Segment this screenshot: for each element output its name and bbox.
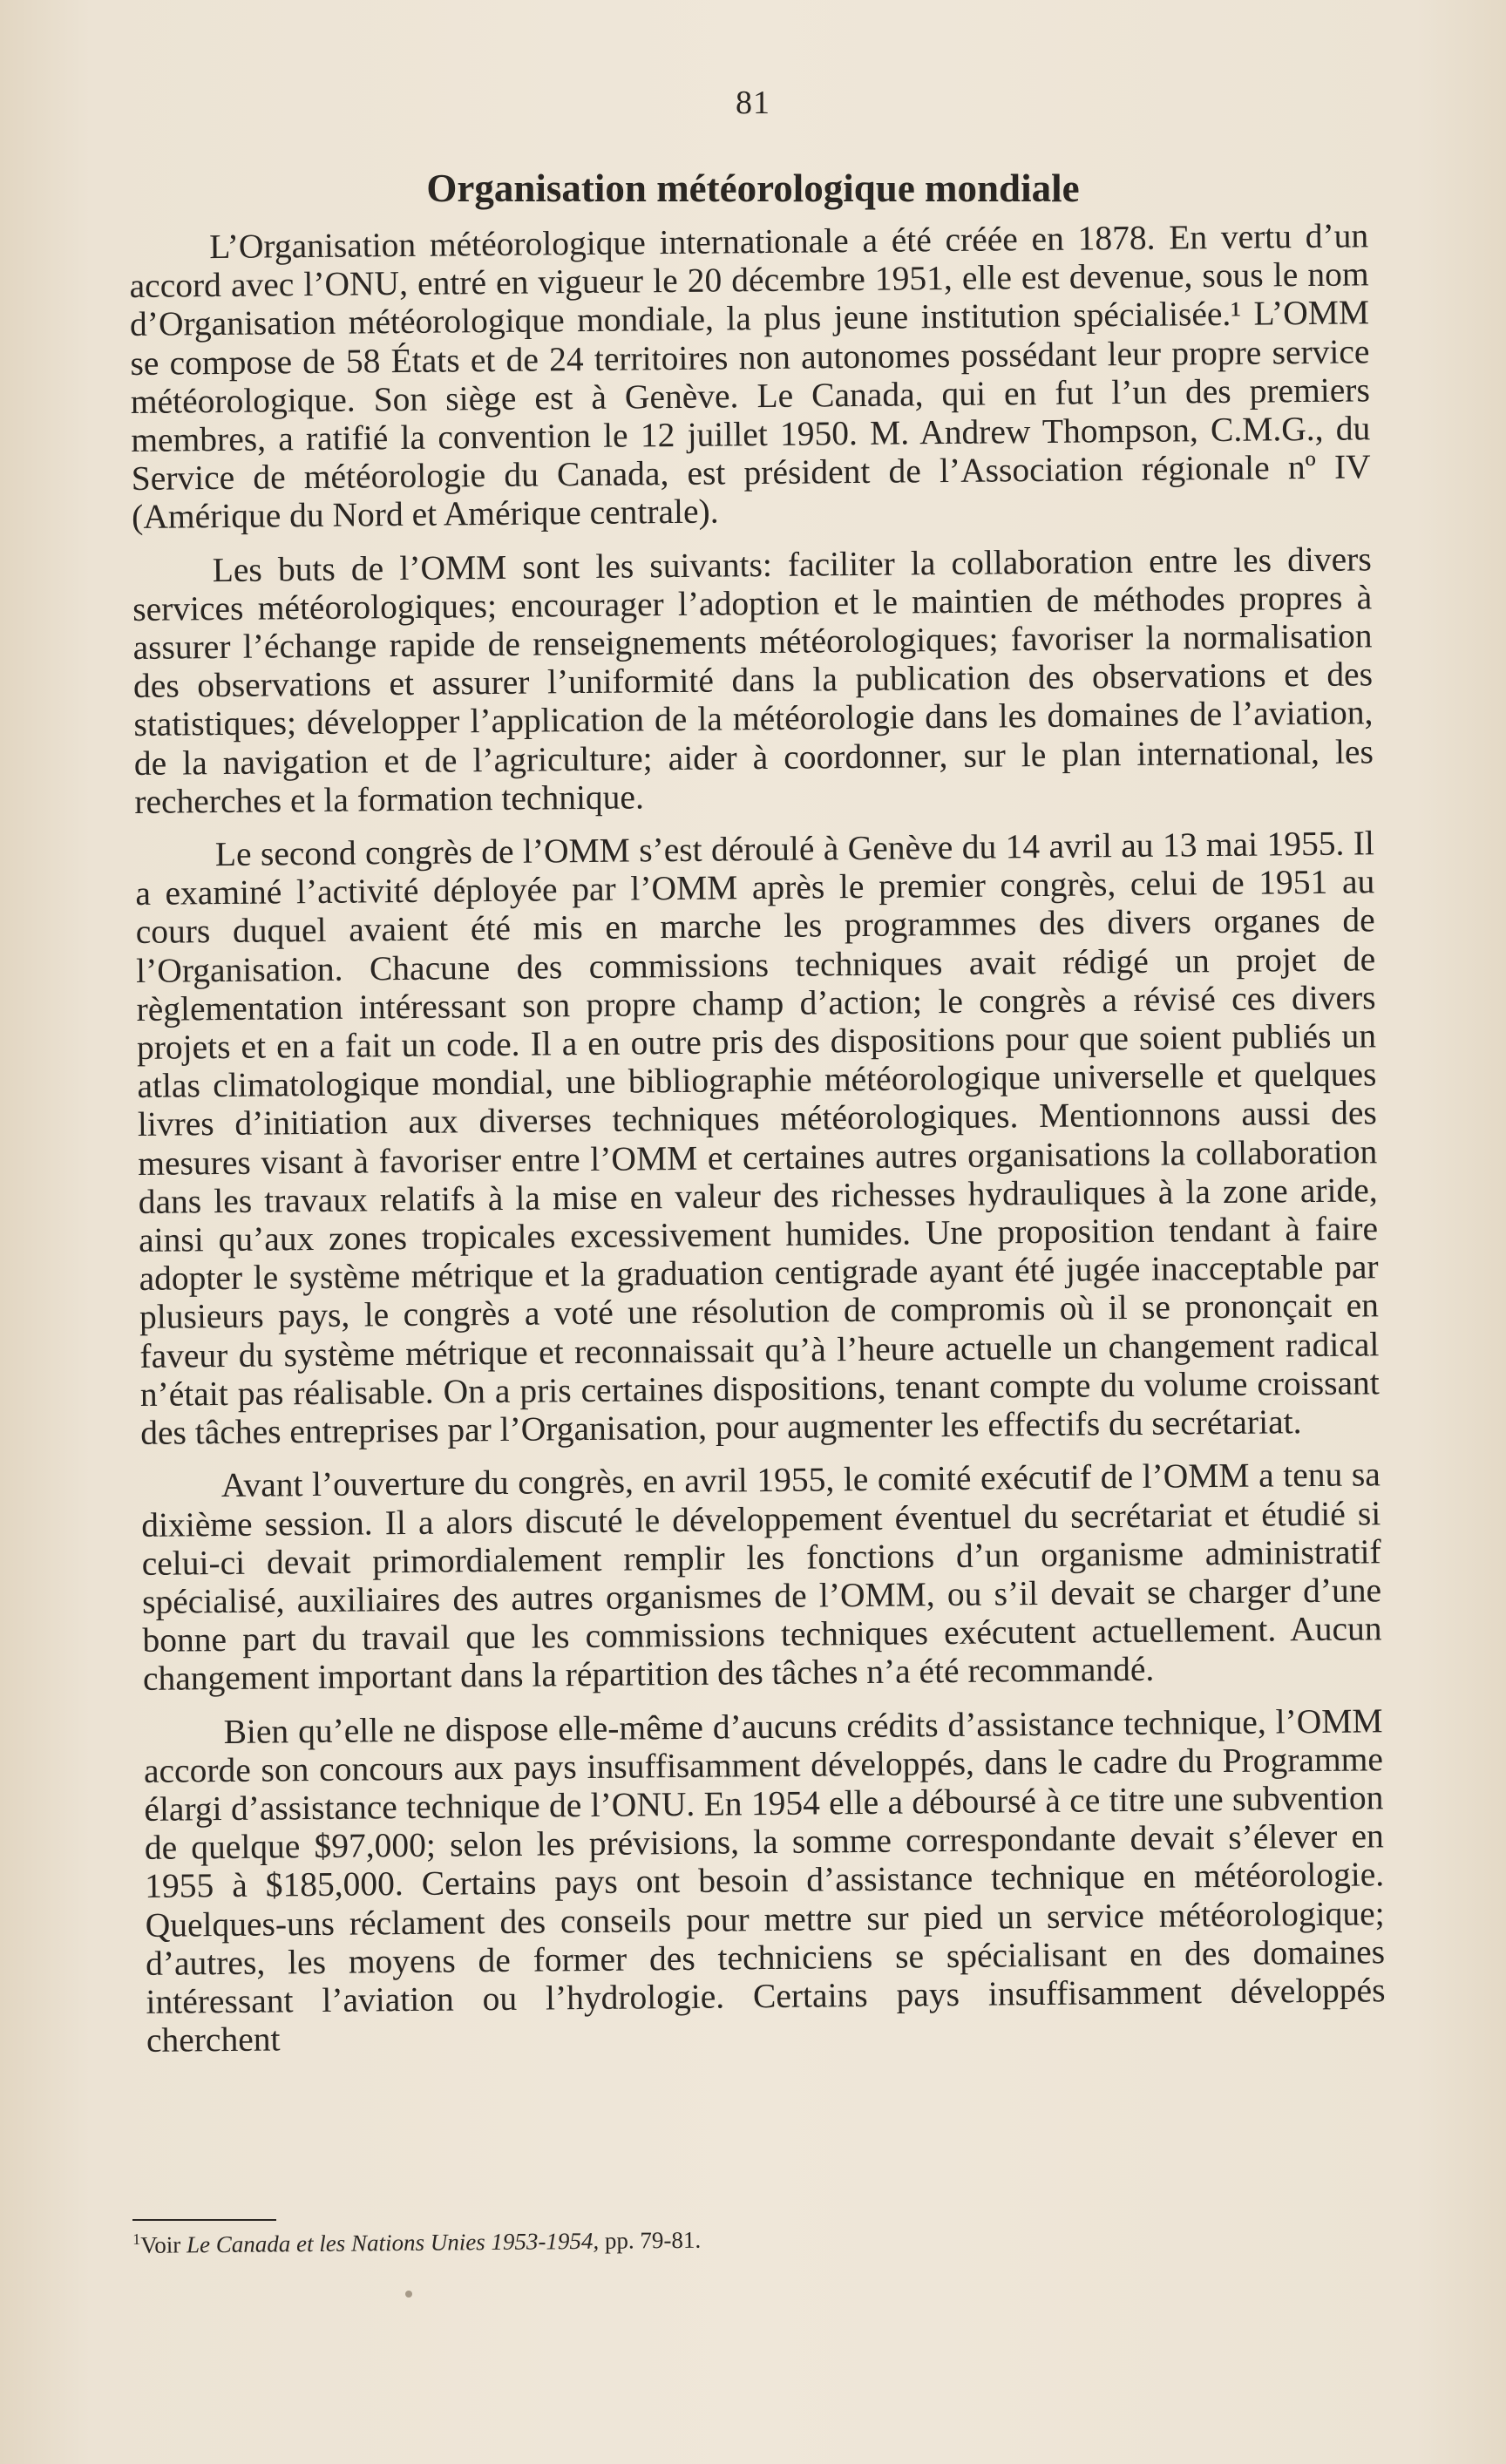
footnote-suffix: pp. 79-81.: [599, 2226, 702, 2254]
body-text: [129, 216, 1386, 2060]
footnote-prefix: Voir: [140, 2231, 187, 2258]
paragraph-3: Le second congrès de l’OMM s’est déroulé à Genève du 14 avril au 13 mai 1955. Il a examiné l’activité déployée par l’OMM après le premier congrès, celui de 1951 au cours duquel avaient été mis en marche les programmes des divers organes de l’Organisation. Chacune des commissions techniques avait rédigé un projet de règlementation intéressant son propre champ d’action; le congrès a révisé ces divers projets et en a fait un code. Il a en outre pris des dispositions pour que soient publiés un atlas climatologique mondial, une bibliographie météorologique universelle et quelques livres d’initiation aux diverses techniques météorologiques. Mentionnons aussi des mesures visant à favoriser entre l’OMM et certaines autres organisations la collaboration dans les travaux relatifs à la mise en valeur des richesses hydrauliques à la zone aride, ainsi qu’aux zones tropicales excessivement humides. Une proposition tendant à faire adopter le système métrique et la graduation centigrade ayant été jugée inacceptable par plusieurs pays, le congrès a voté une résolution de compromis où il se prononçait en faveur du système métrique et reconnaissait qu’à l’heure actuelle un changement radical n’était pas réalisable. On a pris certaines dispositions, tenant compte du volume croissant des tâches entreprises par l’Organisation, pour augmenter les effectifs du secrétariat.: [135, 824, 1380, 1453]
paragraph-2: Les buts de l’OMM sont les suivants: faciliter la collaboration entre les divers services météorologiques; encourager l’adoption et le maintien de méthodes propres à assurer l’échange rapide de renseignements météorologiques; favoriser la normalisation des observations et assurer l’uniformité dans la publication des observations et des statistiques; développer l’application de la météorologie dans les domaines de l’aviation, de la navigation et de l’agriculture; aider à coordonner, sur le plan international, les recherches et la formation technique.: [132, 539, 1374, 821]
paragraph-4: Avant l’ouverture du congrès, en avril 1955, le comité exécutif de l’OMM a tenu sa dixième session. Il a alors discuté le développement éventuel du secrétariat et étudié si celui-ci devait primordialement remplir les fonctions d’un organisme administratif spécialisé, auxiliaires des autres organismes de l’OMM, ou s’il devait se charger d’une bonne part du travail que les commissions techniques exécutent actuellement. Aucun changement important dans la répartition des tâches n’a été recommandé.: [141, 1455, 1382, 1699]
footnote: [132, 2214, 1265, 2260]
paragraph-1: L’Organisation météorologique internationale a été créée en 1878. En vertu d’un accord avec l’ONU, entré en vigueur le 20 décembre 1951, elle est devenue, sous le nom d’Organisation météorologique mondiale, la plus jeune institution spécialisée.¹ L’OMM se compose de 58 États et de 24 territoires non autonomes possédant leur propre service météorologique. Son siège est à Genève. Le Canada, qui en fut l’un des premiers membres, a ratifié la convention le 12 juillet 1950. M. Andrew Thompson, C.M.G., du Service de météorologie du Canada, est président de l’Association régionale nº IV (Amérique du Nord et Amérique centrale).: [129, 216, 1371, 537]
page-number: 81: [736, 85, 770, 121]
page-title: Organisation météorologique mondiale: [426, 166, 1080, 210]
footnote-marker: 1: [132, 2230, 141, 2248]
footnote-rule: [132, 2219, 276, 2221]
footnote-title: Le Canada et les Nations Unies 1953-1954,: [186, 2227, 600, 2258]
paper-speck: [405, 2291, 412, 2298]
paragraph-5: Bien qu’elle ne dispose elle-même d’aucuns crédits d’assistance technique, l’OMM accorde son concours aux pays insuffisamment développés, dans le cadre du Programme élargi d’assistance technique de l’ONU. En 1954 elle a déboursé à ce titre une subvention de quelque $97,000; selon les prévisions, la somme correspondante devait s’élever en 1955 à $185,000. Certains pays ont besoin d’assistance technique en météorologie. Quelques-uns réclament des conseils pour mettre sur pied un service météorologique; d’autres, les moyens de former des techniciens se spécialisant en des domaines intéressant l’aviation ou l’hydrologie. Certains pays insuffisamment développés cherchent: [143, 1700, 1386, 2060]
